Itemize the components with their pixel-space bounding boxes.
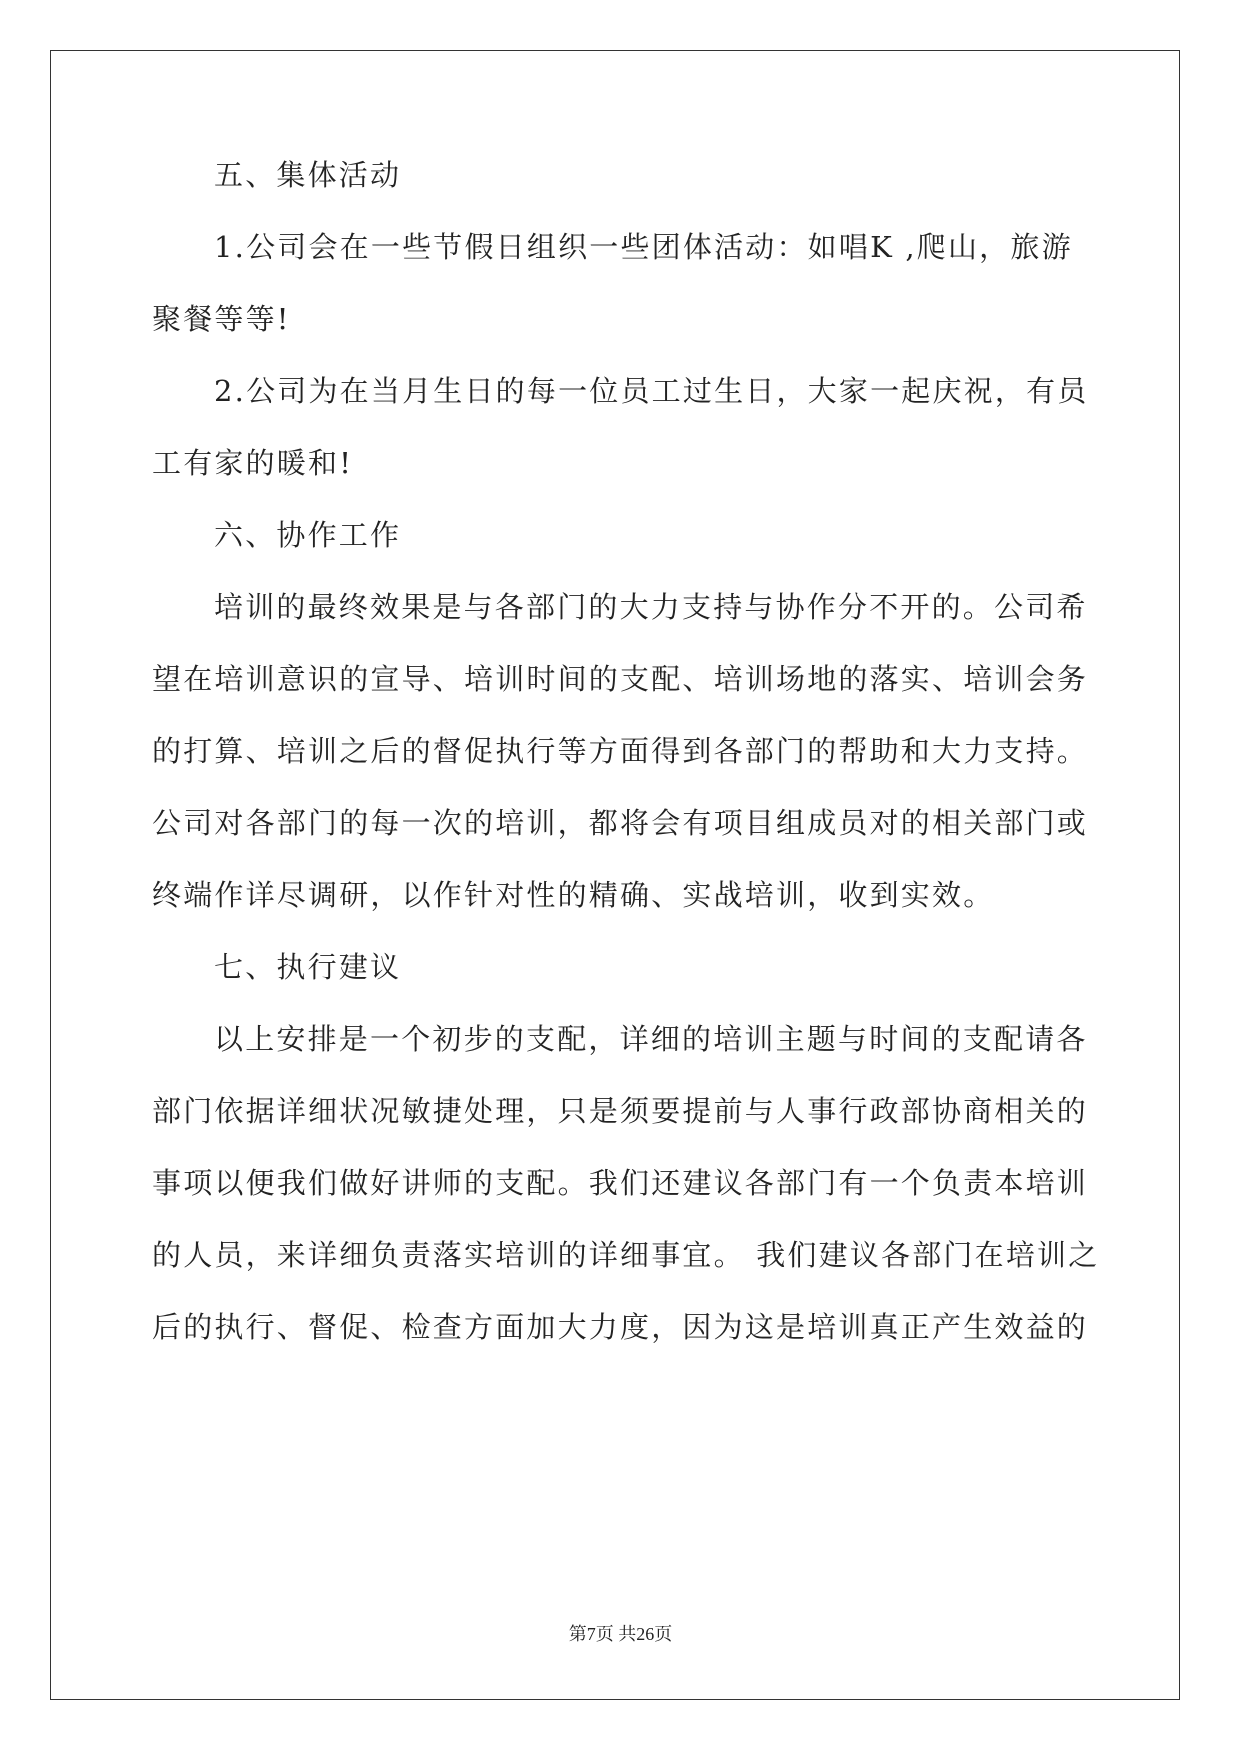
paragraph-line: 的人员，来详细负责落实培训的详细事宜。 我们建议各部门在培训之	[152, 1238, 1100, 1272]
paragraph-line: 公司对各部门的每一次的培训，都将会有项目组成员对的相关部门或	[152, 806, 1089, 840]
section-heading-6: 六、协作工作	[214, 518, 402, 552]
page-border	[50, 50, 1180, 1700]
paragraph-line: 以上安排是一个初步的支配，详细的培训主题与时间的支配请各	[214, 1022, 1088, 1056]
section-heading-5: 五、集体活动	[214, 158, 402, 192]
paragraph-line: 终端作详尽调研，以作针对性的精确、实战培训，收到实效。	[152, 878, 995, 912]
paragraph-line: 1.公司会在一些节假日组织一些团体活动：如唱K ,爬山，旅游	[214, 230, 1073, 264]
page-number-footer: 第7页 共26页	[568, 1624, 673, 1644]
section-heading-7: 七、执行建议	[214, 950, 402, 984]
paragraph-line: 的打算、培训之后的督促执行等方面得到各部门的帮助和大力支持。	[152, 734, 1089, 768]
paragraph-line: 聚餐等等!	[152, 302, 291, 336]
paragraph-line: 培训的最终效果是与各部门的大力支持与协作分不开的。公司希	[214, 590, 1088, 624]
paragraph-line: 望在培训意识的宣导、培训时间的支配、培训场地的落实、培训会务	[152, 662, 1089, 696]
paragraph-line: 部门依据详细状况敏捷处理，只是须要提前与人事行政部协商相关的	[152, 1094, 1089, 1128]
paragraph-line: 后的执行、督促、检查方面加大力度，因为这是培训真正产生效益的	[152, 1310, 1089, 1344]
paragraph-line: 事项以便我们做好讲师的支配。我们还建议各部门有一个负责本培训	[152, 1166, 1089, 1200]
paragraph-line: 2.公司为在当月生日的每一位员工过生日，大家一起庆祝，有员	[214, 374, 1089, 408]
paragraph-line: 工有家的暖和!	[152, 446, 354, 480]
